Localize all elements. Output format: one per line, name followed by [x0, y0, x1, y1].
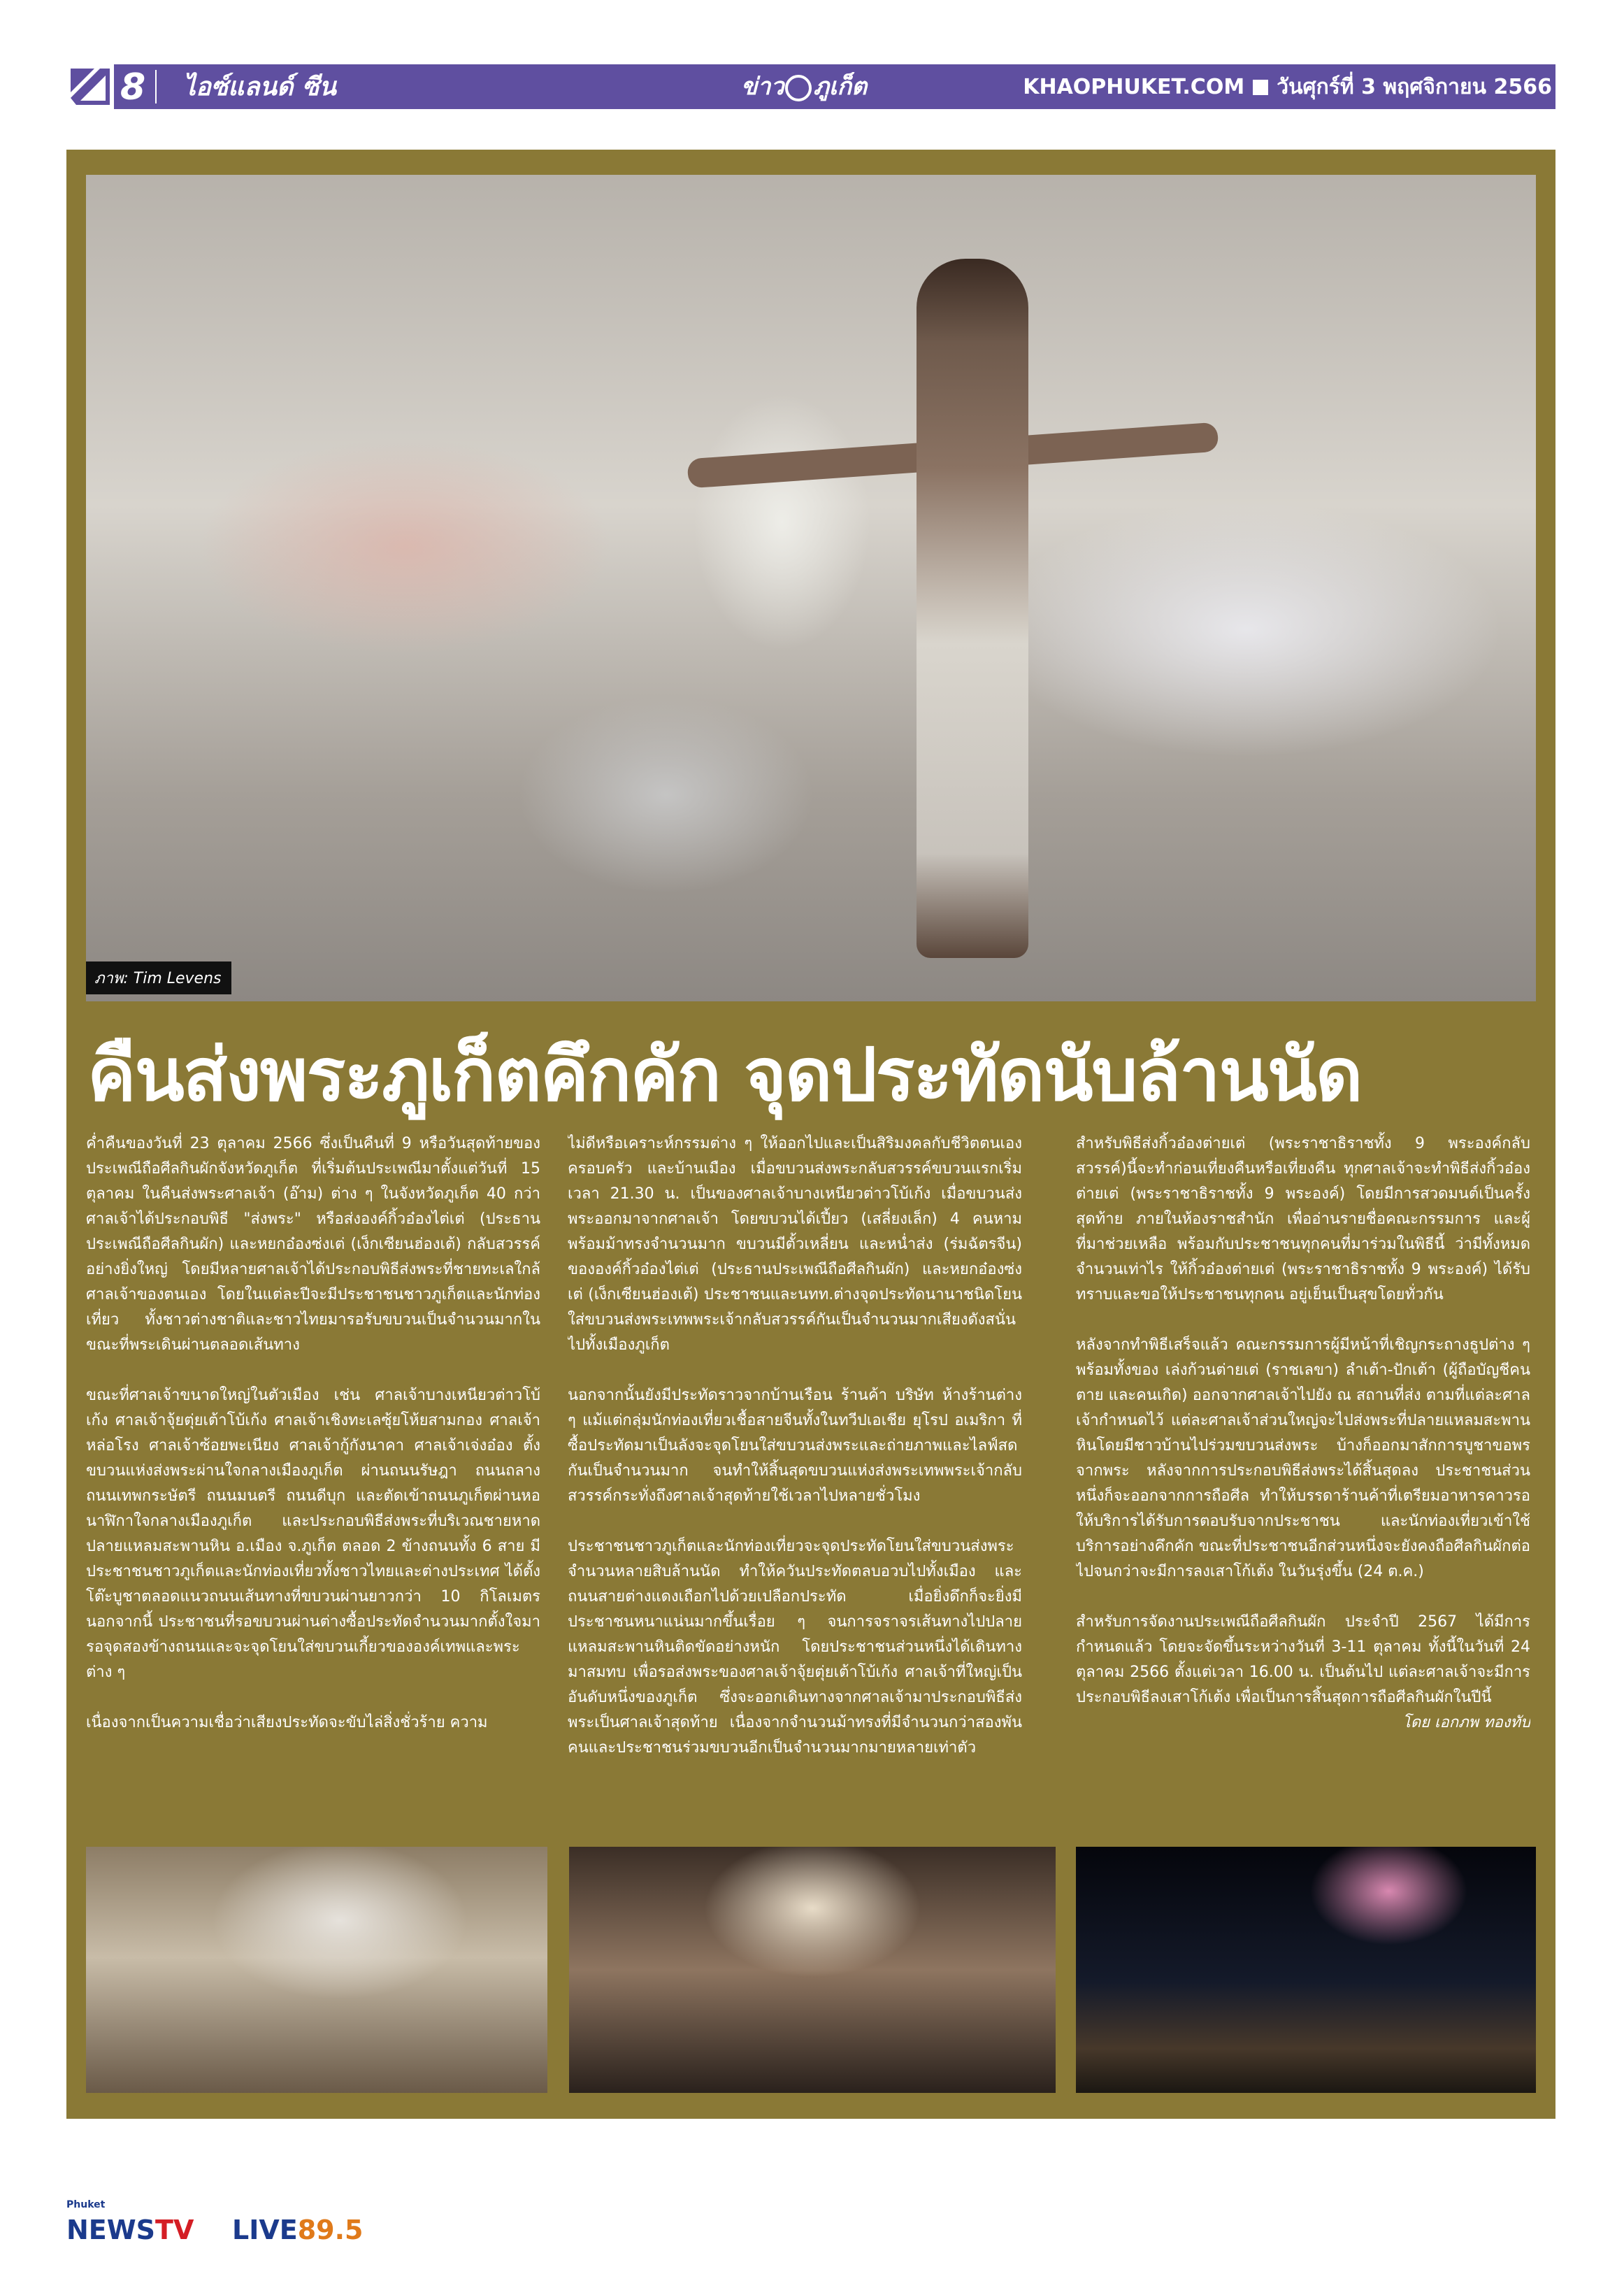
photo-credit: ภาพ: Tim Levens [86, 961, 231, 994]
paragraph: หลังจากทำพิธีเสร็จแล้ว คณะกรรมการผู้มีหน้าที่เชิญกระถางธูปต่าง ๆ พร้อมทั้งของ เล่งก้วนต่ายเต่ (ราชเลขา) ลำเต้า-ปักเต้า (ผู้ถือบัญชีคนตาย และคนเกิด) ออกจากศาลเจ้าไปยัง ณ สถานที่ส่ง ตามที่แต่ละศาลเจ้ากำหนดไว้ แต่ละศาลเจ้าส่วนใหญ่จะไปส่งพระที่ปลายแหลมสะพานหินโดยมีชาวบ้านไปร่วมขบวนส่งพระ บ้างก็ออกมาสักการบูชาขอพรจากพระ หลังจากการประกอบพิธีส่งพระได้สิ้นสุดลง ประชาชนส่วนหนึ่งก็จะออกจากการถือศีล ทำให้บรรดาร้านค้าที่เตรียมอาหารคาวรอให้บริการได้รับการตอบรับจากประชาชน และนักท่องเที่ยวเข้าใช้บริการอย่างคึกคัก ขณะที่ประชาชนอีกส่วนหนึ่งจะยังคงถือศีลกินผักต่อไปจนกว่าจะมีการลงเสาโก้เต้ง ในวันรุ่งขึ้น (24 ต.ค.) [1076, 1336, 1530, 1580]
footer-news-small: Phuket [66, 2199, 106, 2210]
section-name: ไอซ์แลนด์ ซีน [183, 73, 336, 101]
paragraph: นอกจากนั้นยังมีประทัดราวจากบ้านเรือน ร้านค้า บริษัท ห้างร้านต่าง ๆ แม้แต่กลุ่มนักท่องเที่ยวเชื้อสายจีนทั้งในทวีปเอเชีย ยุโรป อเมริกา ที่ซื้อประทัดมาเป็นลังจะจุดโยนใส่ขบวนส่งพระและถ่ายภาพและไลฟ์สดกันเป็นจำนวนมาก จนทำให้สิ้นสุดขบวนแห่งส่งพระเทพพระเจ้ากลับสวรรค์กระทั่งถึงศาลเจ้าสุดท้ายใช้เวลาไปหลายชั่วโมง [568, 1387, 1022, 1505]
globe-icon [785, 75, 812, 101]
paragraph: สำหรับการจัดงานประเพณีถือศีลกินผัก ประจำปี 2567 ได้มีการกำหนดแล้ว โดยจะจัดขึ้นระหว่างวันที่ 3-11 ตุลาคม ทั้งนี้ในวันที่ 24 ตุลาคม 2566 ตั้งแต่เวลา 16.00 น. เป็นต้นไป แต่ละศาลเจ้าจะมีการประกอบพิธีลงเสาโก้เต้ง เพื่อเป็นการสิ้นสุดการถือศีลกินผักในปีนี้ [1076, 1613, 1530, 1706]
paragraph: ค่ำคืนของวันที่ 23 ตุลาคม 2566 ซึ่งเป็นคืนที่ 9 หรือวันสุดท้ายของประเพณีถือศีลกินผักจังหวัดภูเก็ต ที่เริ่มต้นประเพณีมาตั้งแต่วันที่ 15 ตุลาคม ในคืนส่งพระศาลเจ้า (อ๊าม) ต่าง ๆ ในจังหวัดภูเก็ต 40 กว่าศาลเจ้าได้ประกอบพิธี "ส่งพระ" หรือส่งองค์กิ้วอ๋องไต่เต่ (ประธานประเพณีถือศีลกินผัก) และหยกอ๋องซ่งเต่ (เง็กเซียนฮ่องเต้) กลับสวรรค์อย่างยิ่งใหญ่ โดยมีหลายศาลเจ้าได้ประกอบพิธีส่งพระที่ชายทะเลใกล้ศาลเจ้าของตนเอง โดยในแต่ละปีจะมีประชาชนชาวภูเก็ตและนักท่องเที่ยว ทั้งชาวต่างชาติและชาวไทยมารอรับขบวนเป็นจำนวนมากในขณะที่พระเดินผ่านตลอดเส้นทาง [86, 1135, 540, 1354]
masthead-logo-post: ภูเก็ต [813, 73, 868, 101]
body-column-3 [1076, 1131, 1530, 1817]
paragraph: เนื่องจากเป็นความเชื่อว่าเสียงประทัดจะขับไล่สิ่งชั่วร้าย ความ [86, 1714, 488, 1731]
paragraph: ขณะที่ศาลเจ้าขนาดใหญ่ในตัวเมือง เช่น ศาลเจ้าบางเหนียวต่าวโบ้เก้ง ศาลเจ้าจุ้ยตุ่ยเต้าโบ้เก้ง ศาลเจ้าเชิงทะเลซุ้ยโห้ยสามกอง ศาลเจ้าหล่อโรง ศาลเจ้าซ้อยพะเนียง ศาลเจ้ากู้กังนาคา ศาลเจ้าเจ่งอ๋อง ตั้งขบวนแห่งส่งพระผ่านใจกลางเมืองภูเก็ต ผ่านถนนรัษฎา ถนนถลาง ถนนเทพกระษัตรี ถนนมนตรี ถนนดีบุก และตัดเข้าถนนภูเก็ตผ่านหอนาฬิกาใจกลางเมืองภูเก็ต และประกอบพิธีส่งพระที่บริเวณชายหาดปลายแหลมสะพานหิน อ.เมือง จ.ภูเก็ต ตลอด 2 ข้างถนนทั้ง 6 สาย มีประชาชนชาวภูเก็ตและนักท่องเที่ยวทั้งชาวไทยและต่างประเทศ ได้ตั้งโต๊ะบูชาตลอดแนวถนนเส้นทางที่ขบวนผ่านยาวกว่า 10 กิโลเมตร นอกจากนี้ ประชาชนที่รอขบวนผ่านต่างซื้อประทัดจำนวนมากตั้งใจมารอจุดสองข้างถนนและจะจุดโยนใส่ขบวนเกี้ยวขององค์เทพและพระต่าง ๆ [86, 1387, 540, 1681]
header-site-date [1023, 67, 1552, 108]
masthead-logo [741, 70, 867, 103]
footer-live-radio-logo [232, 2213, 364, 2247]
corner-logo-icon [66, 64, 114, 109]
photo-crowd [86, 1847, 547, 2093]
photo-procession [569, 1847, 1056, 2093]
byline: โดย เอกภพ ทองทับ [1402, 1714, 1530, 1731]
main-photo [86, 175, 1536, 1001]
body-column-2 [568, 1131, 1022, 1817]
photo-subject [917, 259, 1028, 958]
page-number: 8 [120, 66, 146, 108]
paragraph: สำหรับพิธีส่งกิ้วอ๋องต่ายเต่ (พระราชาธิราชทั้ง 9 พระองค์กลับสวรรค์)นี้จะทำก่อนเที่ยงคืนหรือเที่ยงคืน ทุกศาลเจ้าจะทำพิธีส่งกิ้วอ๋องต่ายเต่ (พระราชาธิราชทั้ง 9 พระองค์) โดยมีการสวดมนต์เป็นครั้งสุดท้าย ภายในห้องราชสำนัก เพื่ออ่านรายชื่อคณะกรรมการ และผู้ที่มาช่วยเหลือ พร้อมกับประชาชนทุกคนที่มาร่วมในพิธีนี้ ว่ามีทั้งหมดจำนวนเท่าไร ให้กิ้วอ๋องต่ายเต่ (พระราชาธิราชทั้ง 9 พระองค์) ได้รับทราบและขอให้ประชาชนทุกคน อยู่เย็นเป็นสุขโดยทั่วกัน [1076, 1135, 1530, 1303]
issue-date: วันศุกร์ที่ 3 พฤศจิกายน 2566 [1277, 75, 1552, 99]
paragraph: ประชาชนชาวภูเก็ตและนักท่องเที่ยวจะจุดประทัดโยนใส่ขบวนส่งพระจำนวนหลายสิบล้านนัด ทำให้ควันประทัดตลบอวบไปทั้งเมือง และถนนสายต่างแดงเถือกไปด้วยเปลือกประทัด เมื่อยิ่งดึกก็จะยิ่งมีประชาชนหนาแน่นมากขึ้นเรื่อย ๆ จนการจราจรเส้นทางไปปลายแหลมสะพานหินติดขัดอย่างหนัก โดยประชาชนส่วนหนึ่งได้เดินทางมาสมทบ เพื่อรอส่งพระของศาลเจ้าจุ้ยตุ่ยเต้าโบ้เก้ง ศาลเจ้าที่ใหญ่เป็นอันดับหนึ่งของภูเก็ต ซึ่งจะออกเดินทางจากศาลเจ้ามาประกอบพิธีส่งพระเป็นศาลเจ้าสุดท้าย เนื่องจากจำนวนม้าทรงที่มีจำนวนกว่าสองพันคนและประชาชนร่วมขบวนอีกเป็นจำนวนมากมายหลายเท่าตัว [568, 1538, 1022, 1757]
photo-fireworks-night [1076, 1847, 1536, 2093]
footer-frequency: 89.5 [297, 2215, 364, 2245]
footer-news-text: NEWS [66, 2215, 156, 2245]
paragraph: ไม่ดีหรือเคราะห์กรรมต่าง ๆ ให้ออกไปและเป็นสิริมงคลกับชีวิตตนเอง ครอบครัว และบ้านเมือง เมื่อขบวนส่งพระกลับสวรรค์ขบวนแรกเริ่มเวลา 21.30 น. เป็นของศาลเจ้าบางเหนียวต่าวโบ้เก้ง เมื่อขบวนส่งพระออกมาจากศาลเจ้า โดยขบวนได้เปี้ยว (เสลี่ยงเล็ก) 4 คนหาม พร้อมม้าทรงจำนวนมาก ขบวนมีตั้วเหลี่ยน และหน่ำส่ง (ร่มฉัตรจีน) ขององค์กิ้วอ๋องไต่เต่ (ประธานประเพณีถือศีลกินผัก) และหยกอ๋องซ่งเต่ (เง็กเซียนฮ่องเต้) ประชาชนและนทท.ต่างจุดประทัดนานาชนิดโยนใส่ขบวนส่งพระเทพพระเจ้ากลับสวรรค์กันเป็นจำนวนมากเสียงดังสนั่นไปทั้งเมืองภูเก็ต [568, 1135, 1022, 1354]
square-bullet-icon [1253, 80, 1268, 95]
footer-news-tv-logo [66, 2199, 194, 2247]
footer-tv-text: TV [155, 2215, 194, 2245]
body-column-1 [86, 1131, 540, 1817]
footer-live-text: LIVE [232, 2215, 298, 2245]
headline: คืนส่งพระภูเก็ตคึกคัก จุดประทัดนับล้านนัด [87, 1032, 1362, 1117]
header-divider [155, 70, 157, 103]
masthead-logo-pre: ข่าว [741, 73, 784, 101]
site-name: KHAOPHUKET.COM [1023, 75, 1245, 99]
